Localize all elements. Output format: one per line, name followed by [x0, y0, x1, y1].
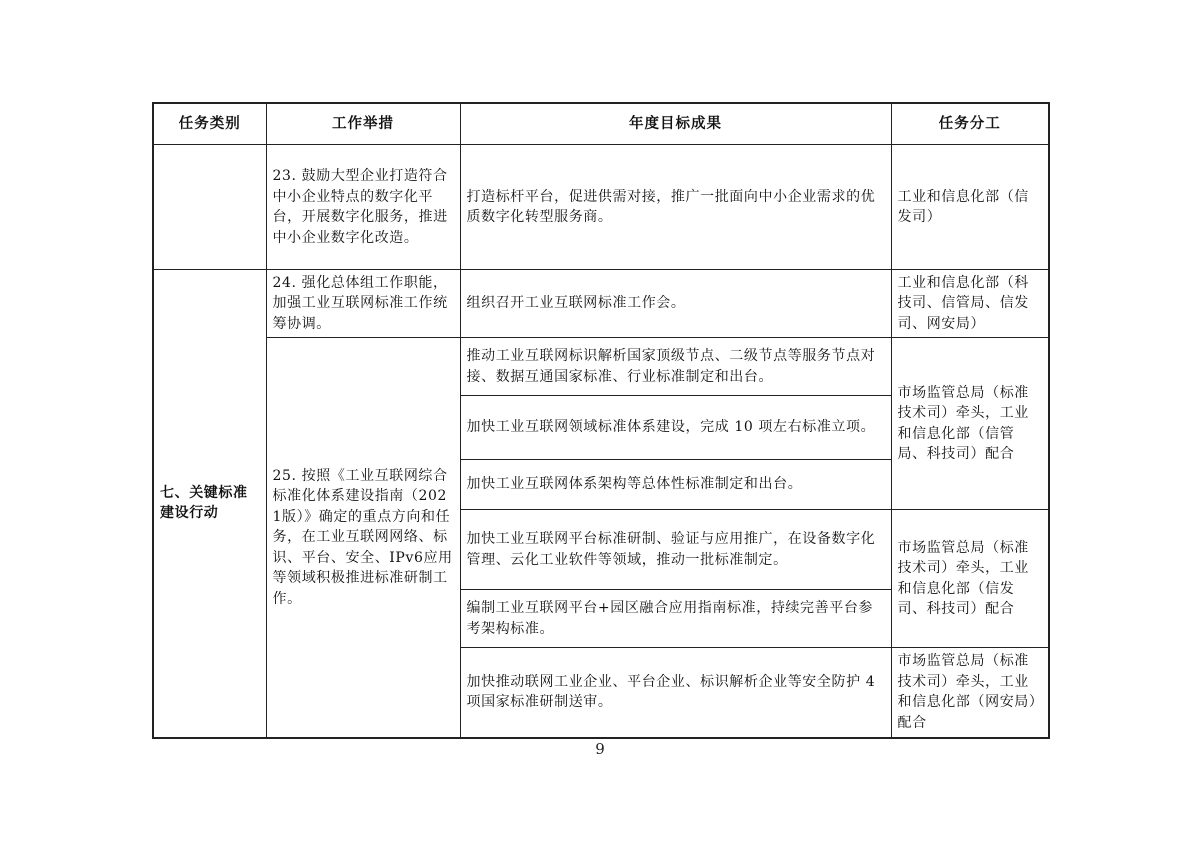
- page-number: 9: [595, 740, 605, 758]
- table-row: [153, 145, 1049, 270]
- division-cell: 工业和信息化部（信发司）: [891, 145, 1049, 270]
- target-cell: 加快工业互联网平台标准研制、验证与应用推广，在设备数字化管理、云化工业软件等领域，推动一批标准制定。: [460, 510, 891, 590]
- category-cell: [153, 270, 266, 738]
- table-row: [153, 338, 1049, 396]
- header-division: 任务分工: [891, 103, 1049, 145]
- category-line-2: 建设行动: [160, 505, 219, 522]
- table-row: [153, 270, 1049, 338]
- target-cell: 加快推动联网工业企业、平台企业、标识解析企业等安全防护 4 项国家标准研制送审。: [460, 648, 891, 738]
- division-cell: 市场监管总局（标准技术司）牵头，工业和信息化部（信管局、科技司）配合: [891, 338, 1049, 510]
- division-cell: 市场监管总局（标准技术司）牵头，工业和信息化部（网安局）配合: [891, 648, 1049, 738]
- target-cell: 加快工业互联网体系架构等总体性标准制定和出台。: [460, 460, 891, 510]
- category-cell-empty: [153, 145, 266, 270]
- task-table: [152, 102, 1050, 739]
- header-measure: 工作举措: [266, 103, 460, 145]
- target-cell: 打造标杆平台，促进供需对接，推广一批面向中小企业需求的优质数字化转型服务商。: [460, 145, 891, 270]
- division-cell: 市场监管总局（标准技术司）牵头，工业和信息化部（信发司、科技司）配合: [891, 510, 1049, 648]
- category-line-1: 七、关键标准: [160, 484, 248, 501]
- table-header-row: [153, 103, 1049, 145]
- target-cell: 组织召开工业互联网标准工作会。: [460, 270, 891, 338]
- measure-cell: 25. 按照《工业互联网综合标准化体系建设指南（2021版）》确定的重点方向和任务，在工业互联网网络、标识、平台、安全、IPv6应用等领域积极推进标准研制工作。: [266, 338, 460, 738]
- target-cell: 编制工业互联网平台+园区融合应用指南标准，持续完善平台参考架构标准。: [460, 590, 891, 648]
- measure-cell: 23. 鼓励大型企业打造符合中小企业特点的数字化平台，开展数字化服务，推进中小企业数字化改造。: [266, 145, 460, 270]
- division-cell: 工业和信息化部（科技司、信管局、信发司、网安局）: [891, 270, 1049, 338]
- measure-cell: 24. 强化总体组工作职能，加强工业互联网标准工作统筹协调。: [266, 270, 460, 338]
- header-target: 年度目标成果: [460, 103, 891, 145]
- target-cell: 推动工业互联网标识解析国家顶级节点、二级节点等服务节点对接、数据互通国家标准、行业标准制定和出台。: [460, 338, 891, 396]
- target-cell: 加快工业互联网领域标准体系建设，完成 10 项左右标准立项。: [460, 396, 891, 460]
- header-category: 任务类别: [153, 103, 266, 145]
